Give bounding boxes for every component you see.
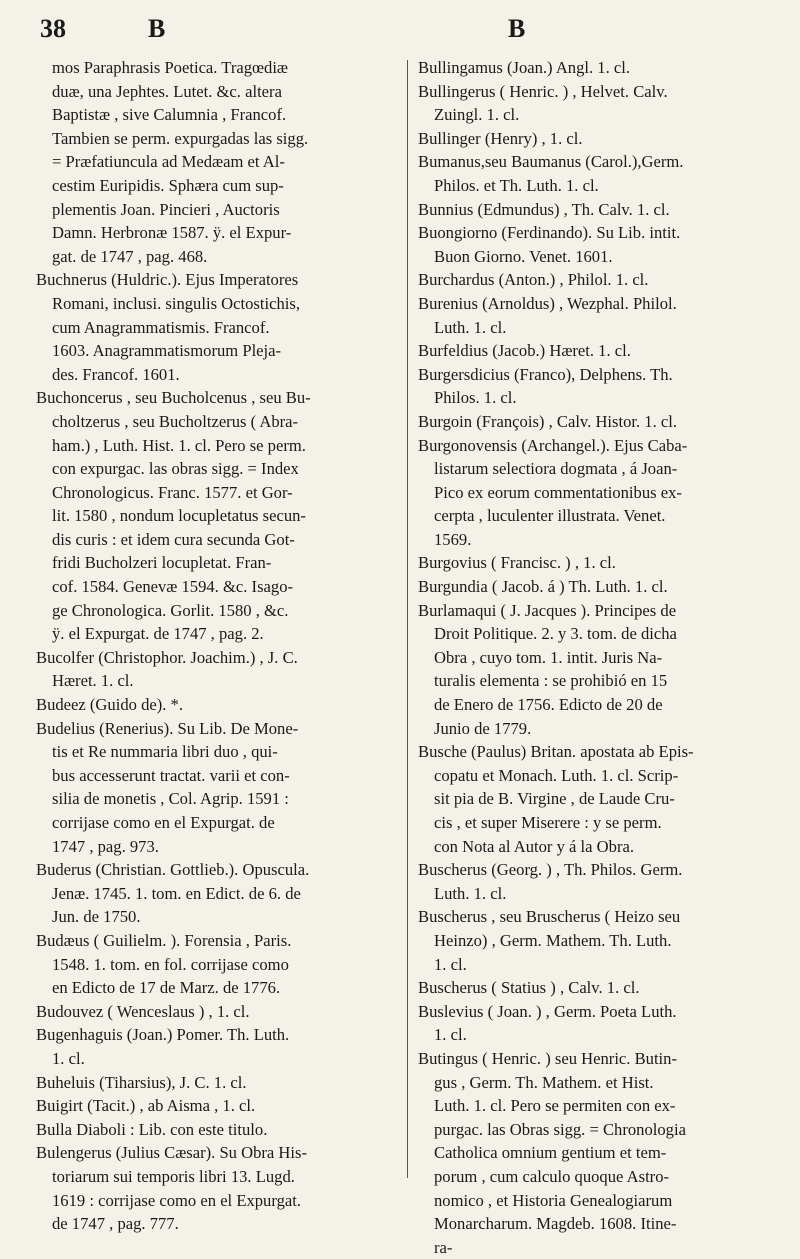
text-line: 1603. Anagrammatismorum Pleja- <box>52 341 282 361</box>
text-line: Burenius (Arnoldus) , Wezphal. Philol. <box>418 293 677 313</box>
text-line: 1569. <box>434 529 472 549</box>
text-line: turalis elementa : se prohibió en 15 <box>434 671 668 691</box>
text-line: Tambien se perm. expurgadas las sigg. <box>52 128 309 148</box>
text-line: Romani, inclusi. singulis Octostichis, <box>52 293 300 313</box>
text-line: mos Paraphrasis Poetica. Tragœdiæ <box>52 58 288 77</box>
text-line: Buchnerus (Huldric.). Ejus Imperatores <box>36 270 299 290</box>
page-number: 38 <box>40 14 66 43</box>
text-line: de 1747 , pag. 777. <box>52 1214 179 1234</box>
text-line: Jun. de 1750. <box>52 907 141 927</box>
text-line: Bucolfer (Christophor. Joachim.) , J. C. <box>36 647 298 667</box>
text-line: Budouvez ( Wenceslaus ) , 1. cl. <box>36 1001 250 1021</box>
text-line: Buscherus (Georg. ) , Th. Philos. Germ. <box>418 860 683 880</box>
text-line: Pico ex eorum commentationibus ex- <box>434 482 682 502</box>
text-line: en Edicto de 17 de Marz. de 1776. <box>52 978 281 998</box>
text-line: Busche (Paulus) Britan. apostata ab Epis- <box>418 742 694 762</box>
left-section-letter: B <box>148 14 166 43</box>
text-line: corrijase como en el Expurgat. de <box>52 813 275 832</box>
text-line: copatu et Monach. Luth. 1. cl. Scrip- <box>434 765 679 785</box>
text-line: Burlamaqui ( J. Jacques ). Principes de <box>418 600 677 620</box>
text-line: Buigirt (Tacit.) , ab Aisma , 1. cl. <box>36 1096 256 1116</box>
page-header <box>40 14 760 54</box>
text-line: Burgonovensis (Archangel.). Ejus Caba- <box>418 435 688 455</box>
text-line: Butingus ( Henric. ) seu Henric. Butin- <box>418 1048 677 1068</box>
text-line: Philos. et Th. Luth. 1. cl. <box>434 175 599 195</box>
text-line: Zuingl. 1. cl. <box>434 105 520 125</box>
text-line: listarum selectiora dogmata , á Joan- <box>434 459 678 479</box>
text-line: Heinzo) , Germ. Mathem. Th. Luth. <box>434 930 672 950</box>
text-line: toriarum sui temporis libri 13. Lugd. <box>52 1166 295 1186</box>
text-line: Buderus (Christian. Gottlieb.). Opuscula. <box>36 860 310 880</box>
text-line: Jenæ. 1745. 1. tom. en Edict. de 6. de <box>52 883 301 903</box>
text-line: Burchardus (Anton.) , Philol. 1. cl. <box>418 270 649 290</box>
text-line: Buon Giorno. Venet. 1601. <box>434 246 613 266</box>
text-line: Burgundia ( Jacob. á ) Th. Luth. 1. cl. <box>418 577 668 597</box>
text-line: duæ, una Jephtes. Lutet. &c. altera <box>52 81 282 101</box>
text-line: Baptistæ , sive Calumnia , Francof. <box>52 105 287 125</box>
text-line: cof. 1584. Genevæ 1594. &c. Isago- <box>52 577 294 597</box>
text-line: Budelius (Renerius). Su Lib. De Mone- <box>36 718 299 738</box>
text-line: gat. de 1747 , pag. 468. <box>52 246 208 266</box>
text-line: des. Francof. 1601. <box>52 364 180 384</box>
text-line: ra- <box>434 1237 453 1257</box>
text-line: Obra , cuyo tom. 1. intit. Juris Na- <box>434 647 663 667</box>
text-line: con expurgac. las obras sigg. = Index <box>52 459 299 479</box>
text-line: ham.) , Luth. Hist. 1. cl. Pero se perm. <box>52 435 306 455</box>
text-line: Bullingerus ( Henric. ) , Helvet. Calv. <box>418 81 668 101</box>
text-line: Monarcharum. Magdeb. 1608. Itine- <box>434 1214 677 1234</box>
text-line: Bunnius (Edmundus) , Th. Calv. 1. cl. <box>418 199 670 219</box>
text-line: Hæret. 1. cl. <box>52 671 134 691</box>
text-line: con Nota al Autor y á la Obra. <box>434 836 634 856</box>
text-line: Budæus ( Guilielm. ). Forensia , Paris. <box>36 930 292 950</box>
left-column <box>36 56 380 1236</box>
text-line: 1619 : corrijase como en el Expurgat. <box>52 1190 301 1210</box>
text-line: bus accesserunt tractat. varii et con- <box>52 765 290 785</box>
text-line: Buongiorno (Ferdinando). Su Lib. intit. <box>418 223 681 243</box>
text-line: Buscherus , seu Bruscherus ( Heizo seu <box>418 907 681 927</box>
text-line: Bulengerus (Julius Cæsar). Su Obra His- <box>36 1143 308 1163</box>
text-line: Chronologicus. Franc. 1577. et Gor- <box>52 482 293 502</box>
text-line: Junio de 1779. <box>434 718 532 738</box>
text-line: Bullinger (Henry) , 1. cl. <box>418 128 583 148</box>
text-line: Droit Politique. 2. y 3. tom. de dicha <box>434 624 677 644</box>
text-line: Luth. 1. cl. Pero se permiten con ex- <box>434 1096 676 1116</box>
text-line: Luth. 1. cl. <box>434 317 507 337</box>
text-line: Bulla Diaboli : Lib. con este titulo. <box>36 1119 268 1139</box>
text-line: silia de monetis , Col. Agrip. 1591 : <box>52 789 289 809</box>
text-line: fridi Bucholzeri locupletat. Fran- <box>52 553 272 573</box>
text-line: purgac. las Obras sigg. = Chronologia <box>434 1119 686 1139</box>
text-line: sit pia de B. Virgine , de Laude Cru- <box>434 789 675 809</box>
text-line: = Præfatiuncula ad Medæam et Al- <box>52 152 285 172</box>
text-line: tis et Re nummaria libri duo , qui- <box>52 742 278 762</box>
right-column <box>418 56 762 1259</box>
text-line: 1548. 1. tom. en fol. corrijase como <box>52 954 289 974</box>
text-line: lit. 1580 , nondum locupletatus secun- <box>52 506 306 526</box>
text-line: ÿ. el Expurgat. de 1747 , pag. 2. <box>52 624 264 644</box>
text-line: de Enero de 1756. Edicto de 20 de <box>434 695 663 715</box>
text-line: Buscherus ( Statius ) , Calv. 1. cl. <box>418 978 640 998</box>
text-line: 1. cl. <box>52 1048 85 1068</box>
text-line: 1. cl. <box>434 1025 467 1045</box>
text-line: 1. cl. <box>434 954 467 974</box>
column-divider <box>407 60 408 1178</box>
text-line: cum Anagrammatismis. Francof. <box>52 317 270 337</box>
text-line: Burgersdicius (Franco), Delphens. Th. <box>418 364 673 384</box>
text-line: Budeez (Guido de). *. <box>36 695 183 715</box>
text-line: Luth. 1. cl. <box>434 883 507 903</box>
right-section-letter: B <box>508 14 526 43</box>
text-line: gus , Germ. Th. Mathem. et Hist. <box>434 1072 654 1092</box>
text-line: Burfeldius (Jacob.) Hæret. 1. cl. <box>418 341 631 361</box>
text-line: nomico , et Historia Genealogiarum <box>434 1190 673 1210</box>
text-line: 1747 , pag. 973. <box>52 836 159 856</box>
text-line: Buslevius ( Joan. ) , Germ. Poeta Luth. <box>418 1001 677 1021</box>
text-line: cerpta , luculenter illustrata. Venet. <box>434 506 666 526</box>
text-line: cestim Euripidis. Sphæra cum sup- <box>52 175 284 195</box>
text-line: Catholica omnium gentium et tem- <box>434 1143 667 1163</box>
text-line: Burgoin (François) , Calv. Histor. 1. cl. <box>418 411 678 431</box>
text-line: Philos. 1. cl. <box>434 388 517 408</box>
text-line: dis curis : et idem cura secunda Got- <box>52 529 295 549</box>
text-line: Buchoncerus , seu Bucholcenus , seu Bu- <box>36 388 311 408</box>
text-line: Bugenhaguis (Joan.) Pomer. Th. Luth. <box>36 1025 290 1045</box>
text-line: porum , cum calculo quoque Astro- <box>434 1166 670 1186</box>
text-line: cis , et super Miserere : y se perm. <box>434 813 662 832</box>
text-line: Burgovius ( Francisc. ) , 1. cl. <box>418 553 616 573</box>
text-line: choltzerus , seu Bucholtzerus ( Abra- <box>52 411 299 431</box>
text-line: Buheluis (Tiharsius), J. C. 1. cl. <box>36 1072 247 1092</box>
text-line: Bumanus,seu Baumanus (Carol.),Germ. <box>418 152 684 172</box>
text-line: Bullingamus (Joan.) Angl. 1. cl. <box>418 58 631 77</box>
text-line: ge Chronologica. Gorlit. 1580 , &c. <box>52 600 289 620</box>
text-line: plementis Joan. Pincieri , Auctoris <box>52 199 280 219</box>
text-line: Damn. Herbronæ 1587. ÿ. el Expur- <box>52 223 292 243</box>
